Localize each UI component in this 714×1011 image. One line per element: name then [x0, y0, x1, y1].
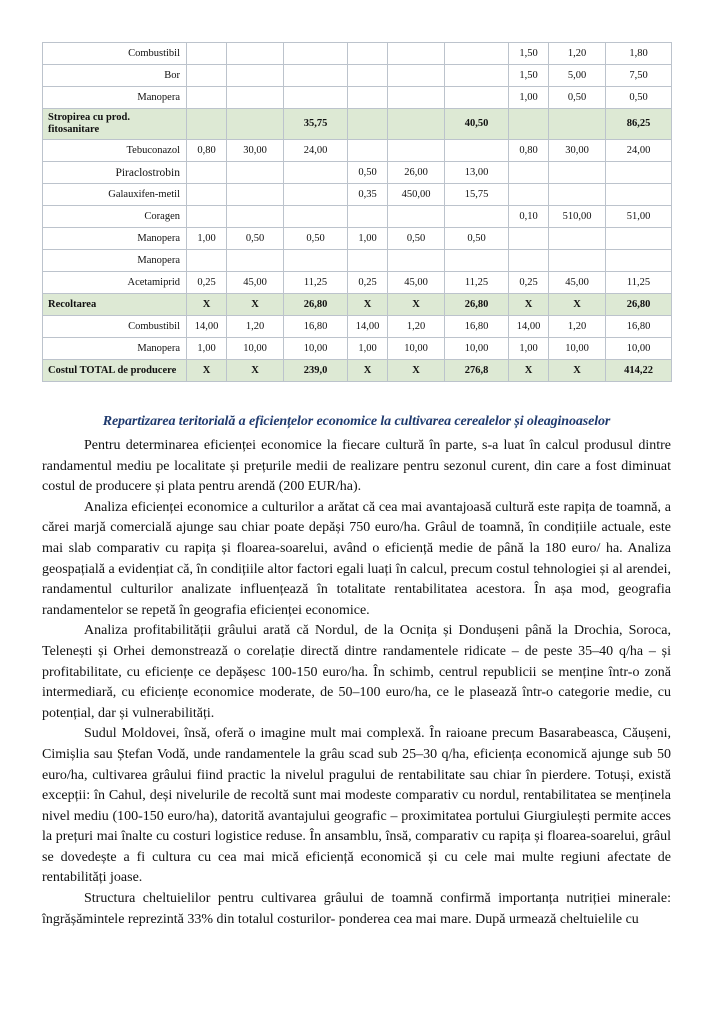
table-cell: 14,00 — [509, 316, 549, 338]
table-cell — [388, 65, 445, 87]
table-cell — [348, 250, 388, 272]
row-label: Manopera — [43, 338, 187, 360]
table-cell — [509, 162, 549, 184]
table-cell — [445, 250, 509, 272]
table-cell: 26,80 — [284, 294, 348, 316]
table-cell — [549, 109, 606, 140]
table-cell — [187, 87, 227, 109]
table-row — [43, 140, 672, 162]
table-row — [43, 65, 672, 87]
table-cell — [388, 206, 445, 228]
paragraph: Structura cheltuielilor pentru cultivarea grâului de toamnă confirmă importanța nutriției minerale: îngrășămintele reprezintă 33% din totalul costurilor- ponderea cea mai mare. După urmează cheltuielile cu — [42, 891, 671, 927]
article — [42, 414, 671, 930]
table-cell: 1,20 — [549, 43, 606, 65]
table-cell: 16,80 — [606, 316, 672, 338]
table-cell — [509, 228, 549, 250]
table-cell: 45,00 — [227, 272, 284, 294]
table-cell: 0,50 — [227, 228, 284, 250]
table-cell: 1,20 — [388, 316, 445, 338]
paragraph: Pentru determinarea eficienței economice la fiecare cultură în parte, s-a luat în calcul produsul dintre randamentul mediu pe localitate și prețurile medii de realizare pentru sezonul curent, din care a fost diminuat costul de producere și plata pentru arendă (200 EUR/ha). — [42, 438, 671, 495]
row-label: Coragen — [43, 206, 187, 228]
table-cell — [187, 109, 227, 140]
row-label: Manopera — [43, 250, 187, 272]
table-cell: 5,00 — [549, 65, 606, 87]
table-cell: 40,50 — [445, 109, 509, 140]
table-cell — [549, 250, 606, 272]
table-cell — [227, 65, 284, 87]
table-cell — [187, 250, 227, 272]
table-cell — [445, 43, 509, 65]
table-cell: X — [388, 360, 445, 382]
table-cell: 1,00 — [348, 338, 388, 360]
table-cell: 51,00 — [606, 206, 672, 228]
row-label: Piraclostrobin — [43, 162, 187, 184]
table-cell: X — [187, 294, 227, 316]
table-cell: 14,00 — [348, 316, 388, 338]
table-cell: 30,00 — [549, 140, 606, 162]
table-cell — [227, 109, 284, 140]
table-row — [43, 87, 672, 109]
table-cell — [606, 184, 672, 206]
table-cell: X — [549, 294, 606, 316]
table-cell: 11,25 — [445, 272, 509, 294]
table-cell — [284, 43, 348, 65]
production-cost-table — [42, 42, 672, 382]
table-cell — [187, 162, 227, 184]
table-cell — [227, 206, 284, 228]
table-cell: 45,00 — [388, 272, 445, 294]
table-cell — [549, 162, 606, 184]
table-cell: 26,80 — [445, 294, 509, 316]
table-cell: X — [549, 360, 606, 382]
table-cell — [388, 87, 445, 109]
table-cell: 1,20 — [227, 316, 284, 338]
table-cell: 11,25 — [284, 272, 348, 294]
row-label: Recoltarea — [43, 294, 187, 316]
table-cell: 0,25 — [187, 272, 227, 294]
table-cell — [227, 87, 284, 109]
table-cell — [187, 206, 227, 228]
table-cell: 1,20 — [549, 316, 606, 338]
table-cell: 276,8 — [445, 360, 509, 382]
table-cell: 14,00 — [187, 316, 227, 338]
table-cell: 510,00 — [549, 206, 606, 228]
table-cell — [388, 109, 445, 140]
table-cell: 24,00 — [606, 140, 672, 162]
table-row — [43, 228, 672, 250]
table-cell — [445, 65, 509, 87]
table-cell — [284, 162, 348, 184]
table-cell: 13,00 — [445, 162, 509, 184]
table-cell: 10,00 — [388, 338, 445, 360]
table-cell: 15,75 — [445, 184, 509, 206]
table-cell: 7,50 — [606, 65, 672, 87]
table-body — [43, 43, 672, 382]
table-cell — [348, 43, 388, 65]
table-cell: 0,80 — [187, 140, 227, 162]
table-cell — [445, 206, 509, 228]
table-cell — [509, 250, 549, 272]
table-cell: 414,22 — [606, 360, 672, 382]
table-cell — [348, 206, 388, 228]
table-cell: 1,50 — [509, 65, 549, 87]
table-cell — [549, 228, 606, 250]
table-cell — [284, 250, 348, 272]
table-cell: 0,50 — [348, 162, 388, 184]
table-cell — [348, 109, 388, 140]
table-cell — [284, 184, 348, 206]
row-label: Manopera — [43, 87, 187, 109]
table-cell: 1,00 — [187, 228, 227, 250]
table-cell: 86,25 — [606, 109, 672, 140]
row-label: Stropirea cu prod. fitosanitare — [43, 109, 187, 140]
table-cell: 26,80 — [606, 294, 672, 316]
table-cell — [445, 140, 509, 162]
table-cell — [348, 87, 388, 109]
table-section-row — [43, 360, 672, 382]
table-row — [43, 338, 672, 360]
table-cell — [187, 43, 227, 65]
section-heading: Repartizarea teritorială a eficiențelor economice la cultivarea cerealelor și oleaginoaselor — [102, 414, 611, 429]
table-cell: X — [187, 360, 227, 382]
table-row — [43, 162, 672, 184]
table-cell: X — [509, 294, 549, 316]
table-cell: 26,00 — [388, 162, 445, 184]
table-row — [43, 250, 672, 272]
table-cell: 30,00 — [227, 140, 284, 162]
table-cell: 16,80 — [445, 316, 509, 338]
row-label: Acetamiprid — [43, 272, 187, 294]
table-cell: 0,50 — [284, 228, 348, 250]
table-cell: 16,80 — [284, 316, 348, 338]
table-cell — [227, 43, 284, 65]
row-label: Combustibil — [43, 316, 187, 338]
table-cell: 1,50 — [509, 43, 549, 65]
row-label: Costul TOTAL de producere — [43, 360, 187, 382]
table-cell: 10,00 — [445, 338, 509, 360]
table-cell — [388, 250, 445, 272]
table-row — [43, 316, 672, 338]
table-cell: 0,10 — [509, 206, 549, 228]
table-cell: 1,00 — [509, 338, 549, 360]
table-cell: 11,25 — [606, 272, 672, 294]
table-cell: 1,80 — [606, 43, 672, 65]
table-row — [43, 206, 672, 228]
table-cell: 24,00 — [284, 140, 348, 162]
table-cell — [388, 43, 445, 65]
table-cell: 10,00 — [549, 338, 606, 360]
table-row — [43, 184, 672, 206]
table-section-row — [43, 109, 672, 140]
row-label: Combustibil — [43, 43, 187, 65]
table-cell — [509, 184, 549, 206]
table-cell: 0,50 — [445, 228, 509, 250]
table-cell: X — [348, 360, 388, 382]
table-cell: X — [388, 294, 445, 316]
paragraph: Sudul Moldovei, însă, oferă o imagine mult mai complexă. În raioane precum Basarabeasca, Căușeni, Cimișlia sau Ștefan Vodă, unde randamentele la grâu scad sub 25–30 q/ha, eficiența economică ajunge sub 50 euro/ha, cultivarea grâului fiind practic la nivelul pragului de rentabilitate sau chiar în pierdere. Totuși, există excepții: în Cahul, deși nivelurile de recoltă sunt mai modeste comparativ cu nordul, rentabilitatea se menținela nivel mediu (100-150 euro/ha), datorită avantajului geografic – proximitatea portului Giurgiulești permite acces la prețuri mai înalte cu costuri logistice reduse. În ansamblu, însă, comparativ cu rapița și floarea-soarelui, grâul se dovedește a fi cultura cu cea mai mică eficiență economică și cu cele mai multe regiuni afectate de rentabilități joase. — [42, 726, 671, 886]
table-cell — [445, 87, 509, 109]
row-label: Galauxifen-metil — [43, 184, 187, 206]
table-cell: 239,0 — [284, 360, 348, 382]
table-cell: X — [348, 294, 388, 316]
table-cell: 0,50 — [388, 228, 445, 250]
table-cell: 1,00 — [187, 338, 227, 360]
table-cell: 35,75 — [284, 109, 348, 140]
table-cell — [284, 65, 348, 87]
table-cell: 0,80 — [509, 140, 549, 162]
table-cell — [549, 184, 606, 206]
table-cell: 45,00 — [549, 272, 606, 294]
table-cell — [388, 140, 445, 162]
table-cell: X — [509, 360, 549, 382]
table-cell: 1,00 — [509, 87, 549, 109]
table-cell — [509, 109, 549, 140]
table-cell: X — [227, 360, 284, 382]
table-section-row — [43, 294, 672, 316]
table-cell: 0,50 — [549, 87, 606, 109]
table-row — [43, 272, 672, 294]
table-cell: X — [227, 294, 284, 316]
table-cell: 10,00 — [606, 338, 672, 360]
table-cell — [348, 140, 388, 162]
table-cell: 0,25 — [348, 272, 388, 294]
table-cell: 0,35 — [348, 184, 388, 206]
table-cell — [227, 250, 284, 272]
table-cell — [227, 184, 284, 206]
table-cell — [606, 162, 672, 184]
table-cell — [227, 162, 284, 184]
table-cell — [284, 87, 348, 109]
table-cell: 10,00 — [284, 338, 348, 360]
row-label: Tebuconazol — [43, 140, 187, 162]
table-cell — [187, 65, 227, 87]
table-cell — [606, 250, 672, 272]
table-cell — [187, 184, 227, 206]
table-cell: 0,25 — [509, 272, 549, 294]
row-label: Bor — [43, 65, 187, 87]
table-cell: 0,50 — [606, 87, 672, 109]
table-cell: 450,00 — [388, 184, 445, 206]
table-cell: 1,00 — [348, 228, 388, 250]
table-cell — [284, 206, 348, 228]
table-cell: 10,00 — [227, 338, 284, 360]
paragraph: Analiza eficienței economice a culturilor a arătat că cea mai avantajoasă cultură este rapița de toamnă, a cărei marjă comercială ajunge sau chiar poate depăși 750 euro/ha. Grâul de toamnă, în condițiile actuale, este mai slab comparativ cu rapița și floarea-soarelui, având o eficiență medie de până la 180 euro/ ha. Analiza geospațială a evidențiat că, în condițiile altor factori egali luați în calcul, precum costul tehnologiei și al arendei, randamentul culturilor analizate influențează în totalitate rentabilitatea acestora. În așa mod, geografia randamentelor se repetă în geografia eficienței economice. — [42, 499, 671, 618]
row-label: Manopera — [43, 228, 187, 250]
table-cell — [348, 65, 388, 87]
paragraph: Analiza profitabilității grâului arată că Nordul, de la Ocnița și Dondușeni până la Drochia, Soroca, Telenești și Orhei demonstrează o corelație directă dintre randamentele ridicate – de peste 35–40 q/ha – și profitabilitate, cu eficiențe ce depășesc 100-150 euro/ha. În schimb, centrul republicii se menține într-o zonă intermediară, cu eficiențe economice moderate, de 50–100 euro/ha, ce le plasează într-o categorie medie, cu potențial, dar și vulnerabilități. — [42, 623, 671, 721]
table-cell — [606, 228, 672, 250]
table-row — [43, 43, 672, 65]
